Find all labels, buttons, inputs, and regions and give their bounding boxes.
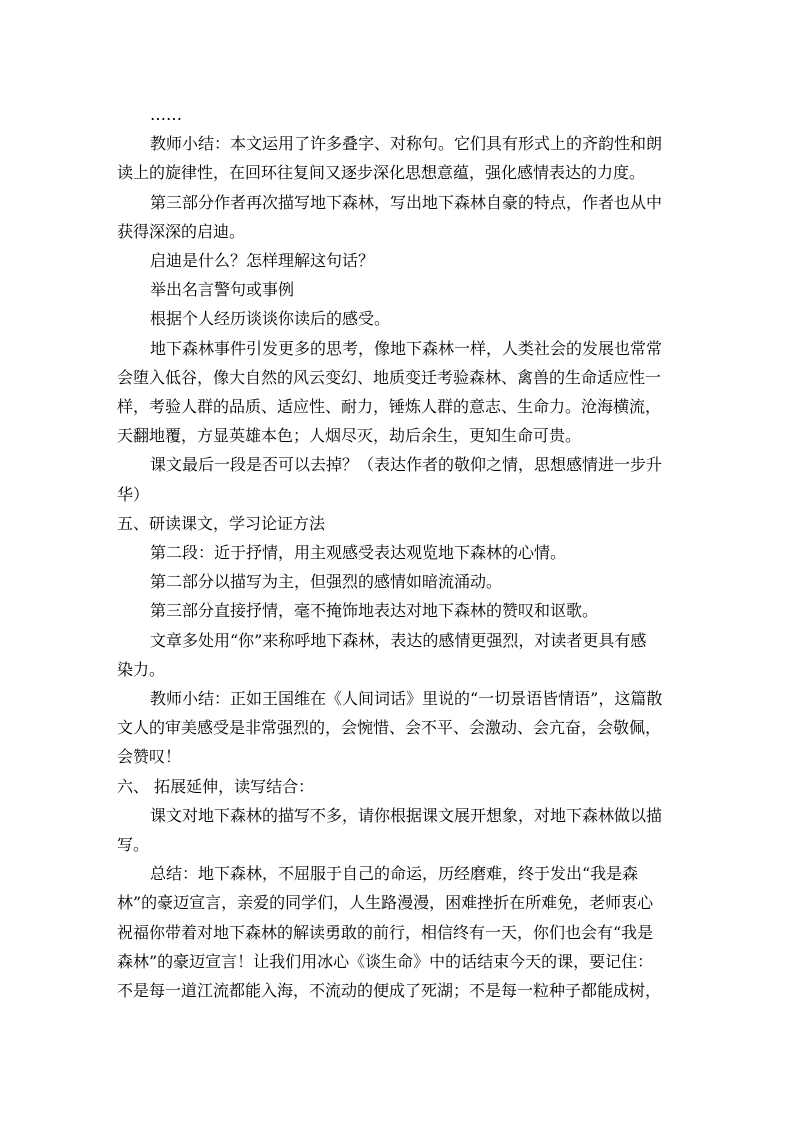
- text-line: 课文对地下森林的描写不多，请你根据课文展开想象，对地下森林做以描: [150, 805, 663, 825]
- section-heading: 六、 拓展延伸，读写结合：: [117, 776, 315, 796]
- text-line: 根据个人经历谈谈你读后的感受。: [150, 309, 391, 329]
- text-line: 第三部分作者再次描写地下森林，写出地下森林自豪的特点，作者也从中: [150, 192, 663, 212]
- text-line: 会堕入低谷，像大自然的风云变幻、地质变迁考验森林、禽兽的生命适应性一: [117, 367, 662, 387]
- text-line: 写。: [117, 835, 150, 855]
- text-line: 第二段：近于抒情，用主观感受表达观览地下森林的心情。: [150, 543, 567, 563]
- text-line: 地下森林事件引发更多的思考，像地下森林一样，人类社会的发展也常常: [150, 338, 663, 358]
- text-line: 举出名言警句或事例: [150, 280, 295, 300]
- text-line: 文人的审美感受是非常强烈的，会惋惜、会不平、会激动、会亢奋，会敬佩，: [117, 718, 662, 738]
- text-line: 染力。: [117, 659, 166, 679]
- text-line: 课文最后一段是否可以去掉？（表达作者的敬仰之情，思想感情进一步升: [150, 455, 663, 475]
- text-line: 森林”的豪迈宣言！让我们用冰心《谈生命》中的话结束今天的课，要记住：: [117, 951, 654, 971]
- text-line: 不是每一道江流都能入海，不流动的便成了死湖；不是每一粒种子都能成树，: [117, 981, 662, 1001]
- text-line: 林”的豪迈宣言，亲爱的同学们，人生路漫漫，困难挫折在所难免，老师衷心: [117, 893, 654, 913]
- text-line: 样，考验人群的品质、适应性、耐力，锤炼人群的意志、生命力。沧海横流，: [117, 397, 662, 417]
- text-line: 启迪是什么？怎样理解这句话？: [150, 251, 375, 271]
- text-line: 读上的旋律性，在回环往复间又逐步深化思想意蕴，强化感情表达的力度。: [117, 163, 646, 183]
- document-body: [117, 100, 667, 1005]
- text-line: 祝福你带着对地下森林的解读勇敢的前行，相信终有一天，你们也会有“我是: [117, 922, 654, 942]
- section-heading: 五、研读课文，学习论证方法: [117, 513, 326, 533]
- text-line: 文章多处用“你”来称呼地下森林，表达的感情更强烈，对读者更具有感: [150, 630, 647, 650]
- text-line: 获得深深的启迪。: [117, 221, 246, 241]
- text-line: 教师小结：本文运用了许多叠字、对称句。它们具有形式上的齐韵性和朗: [150, 134, 663, 154]
- text-line: 教师小结：正如王国维在《人间词话》里说的“一切景语皆情语”，这篇散: [150, 689, 663, 709]
- text-line: 会赞叹！: [117, 747, 182, 767]
- text-line: 总结：地下森林，不屈服于自己的命运，历经磨难，终于发出“我是森: [150, 864, 639, 884]
- text-line: 第二部分以描写为主，但强烈的感情如暗流涌动。: [150, 572, 503, 592]
- text-line: 华）: [117, 484, 150, 504]
- text-line: 天翻地覆，方显英雄本色；人烟尽灭，劫后余生，更知生命可贵。: [117, 426, 582, 446]
- text-line: ……: [150, 105, 182, 124]
- text-line: 第三部分直接抒情，毫不掩饰地表达对地下森林的赞叹和讴歌。: [150, 601, 599, 621]
